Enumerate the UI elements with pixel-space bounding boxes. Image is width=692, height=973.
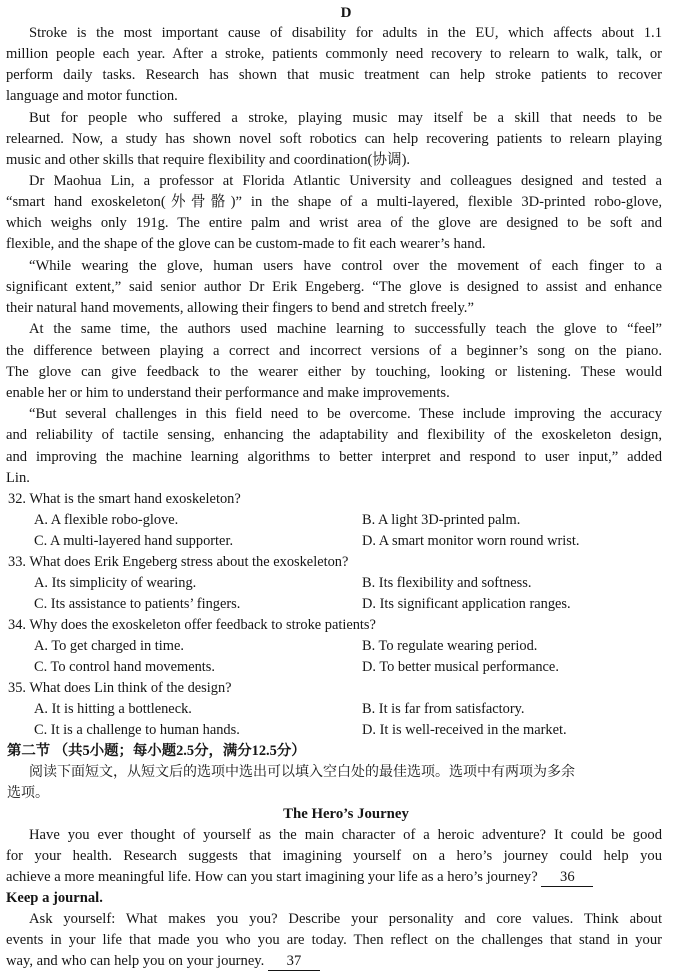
- passage-line: which weighs only 191g. The entire palm and wrist area of the glove are designed to be soft and: [6, 215, 662, 231]
- article-line: Have you ever thought of yourself as the main character of a heroic adventure? It could be good: [29, 827, 662, 843]
- passage-line: their natural hand movements, allowing their fingers to bend and stretch freely.”: [6, 300, 474, 316]
- option-d: D. Its significant application ranges.: [362, 596, 571, 612]
- passage-line: significant extent,” said senior author Dr Erik Engeberg. “The glove is designed to assist and enhance: [6, 279, 662, 295]
- article-line: [6, 867, 692, 887]
- passage-line: “While wearing the glove, human users have control over the movement of each finger to a: [29, 258, 662, 274]
- passage-line: Dr Maohua Lin, a professor at Florida Atlantic University and colleagues designed and tested a: [29, 173, 662, 189]
- option-d: D. A smart monitor worn round wrist.: [362, 533, 580, 549]
- article-line: events in your life that made you who you are today. Then reflect on the challenges that stand in your: [6, 932, 662, 948]
- passage-line: But for people who suffered a stroke, playing music may itself be a skill that needs to be: [29, 110, 662, 126]
- option-a: A. It is hitting a bottleneck.: [34, 701, 192, 717]
- question-stem: 35. What does Lin think of the design?: [8, 680, 232, 696]
- passage-line: Stroke is the most important cause of disability for adults in the EU, which affects about 1.1: [29, 25, 662, 41]
- passage-line: music and other skills that require flexibility and coordination(协调).: [6, 152, 411, 168]
- passage-line: The glove can give feedback to the wearer either by touching, looking or listening. These would: [6, 364, 662, 380]
- passage-line: and improving the machine learning algorithms to better interpret and respond to user input,” added: [6, 449, 662, 465]
- option-a: A. A flexible robo-glove.: [34, 512, 179, 528]
- option-c: C. Its assistance to patients’ fingers.: [34, 596, 241, 612]
- blank-36: 36: [541, 869, 593, 887]
- passage-line: perform daily tasks. Research has shown that music treatment can help stroke patients to recover: [6, 67, 662, 83]
- question-stem: 34. Why does the exoskeleton offer feedback to stroke patients?: [8, 617, 376, 633]
- question-stem: 33. What does Erik Engeberg stress about the exoskeleton?: [8, 554, 349, 570]
- article-line: Ask yourself: What makes you you? Describe your personality and core values. Think about: [29, 911, 662, 927]
- option-b: B. It is far from satisfactory.: [362, 701, 525, 717]
- option-b: B. A light 3D-printed palm.: [362, 512, 521, 528]
- passage-line: the difference between playing a correct and incorrect versions of a beginner’s song on the piano.: [6, 343, 662, 359]
- passage-line: and reliability of tactile sensing, enhancing the adaptability and flexibility of the exoskeleton design,: [6, 427, 662, 443]
- passage-line: relearned. Now, a study has shown novel soft robotics can help recovering patients to relearn playing: [6, 131, 662, 147]
- option-c: C. A multi-layered hand supporter.: [34, 533, 234, 549]
- option-b: B. Its flexibility and softness.: [362, 575, 532, 591]
- blank-37: 37: [268, 953, 320, 971]
- article-line: for your health. Research suggests that imagining yourself on a hero’s journey could help you: [6, 848, 662, 864]
- question-stem: 32. What is the smart hand exoskeleton?: [8, 491, 241, 507]
- section-heading: 第二节 （共5小题；每小题2.5分，满分12.5分）: [7, 743, 306, 759]
- option-d: D. To better musical performance.: [362, 659, 559, 675]
- passage-line: “But several challenges in this field need to be overcome. These include improving the accuracy: [29, 406, 662, 422]
- article-title: The Hero’s Journey: [283, 806, 409, 822]
- article-text: achieve a more meaningful life. How can you start imagining your life as a hero’s journey?: [6, 869, 538, 885]
- passage-line: enable her or him to understand their performance and make improvements.: [6, 385, 450, 401]
- option-c: C. To control hand movements.: [34, 659, 215, 675]
- article-subheading: Keep a journal.: [6, 890, 103, 906]
- passage-line: Lin.: [6, 470, 30, 486]
- option-b: B. To regulate wearing period.: [362, 638, 538, 654]
- passage-line: million people each year. After a stroke, patients commonly need recovery to relearn to walk, talk, or: [6, 46, 662, 62]
- article-line: [6, 951, 692, 971]
- passage-label: D: [340, 5, 352, 21]
- passage-line: language and motor function.: [6, 88, 178, 104]
- option-a: A. Its simplicity of wearing.: [34, 575, 197, 591]
- passage-line: “smart hand exoskeleton(外骨骼)” in the shape of a multi-layered, flexible 3D-printed robo-glove,: [6, 194, 662, 210]
- option-d: D. It is well-received in the market.: [362, 722, 567, 738]
- article-text: way, and who can help you on your journey.: [6, 953, 265, 969]
- option-c: C. It is a challenge to human hands.: [34, 722, 240, 738]
- section-instruction: 选项。: [7, 786, 49, 801]
- passage-line: At the same time, the authors used machine learning to successfully teach the glove to “feel”: [29, 321, 662, 337]
- section-instruction: 阅读下面短文，从短文后的选项中选出可以填入空白处的最佳选项。选项中有两项为多余: [29, 765, 575, 780]
- option-a: A. To get charged in time.: [34, 638, 184, 654]
- passage-line: flexible, and the shape of the glove can be custom-made to fit each wearer’s hand.: [6, 236, 486, 252]
